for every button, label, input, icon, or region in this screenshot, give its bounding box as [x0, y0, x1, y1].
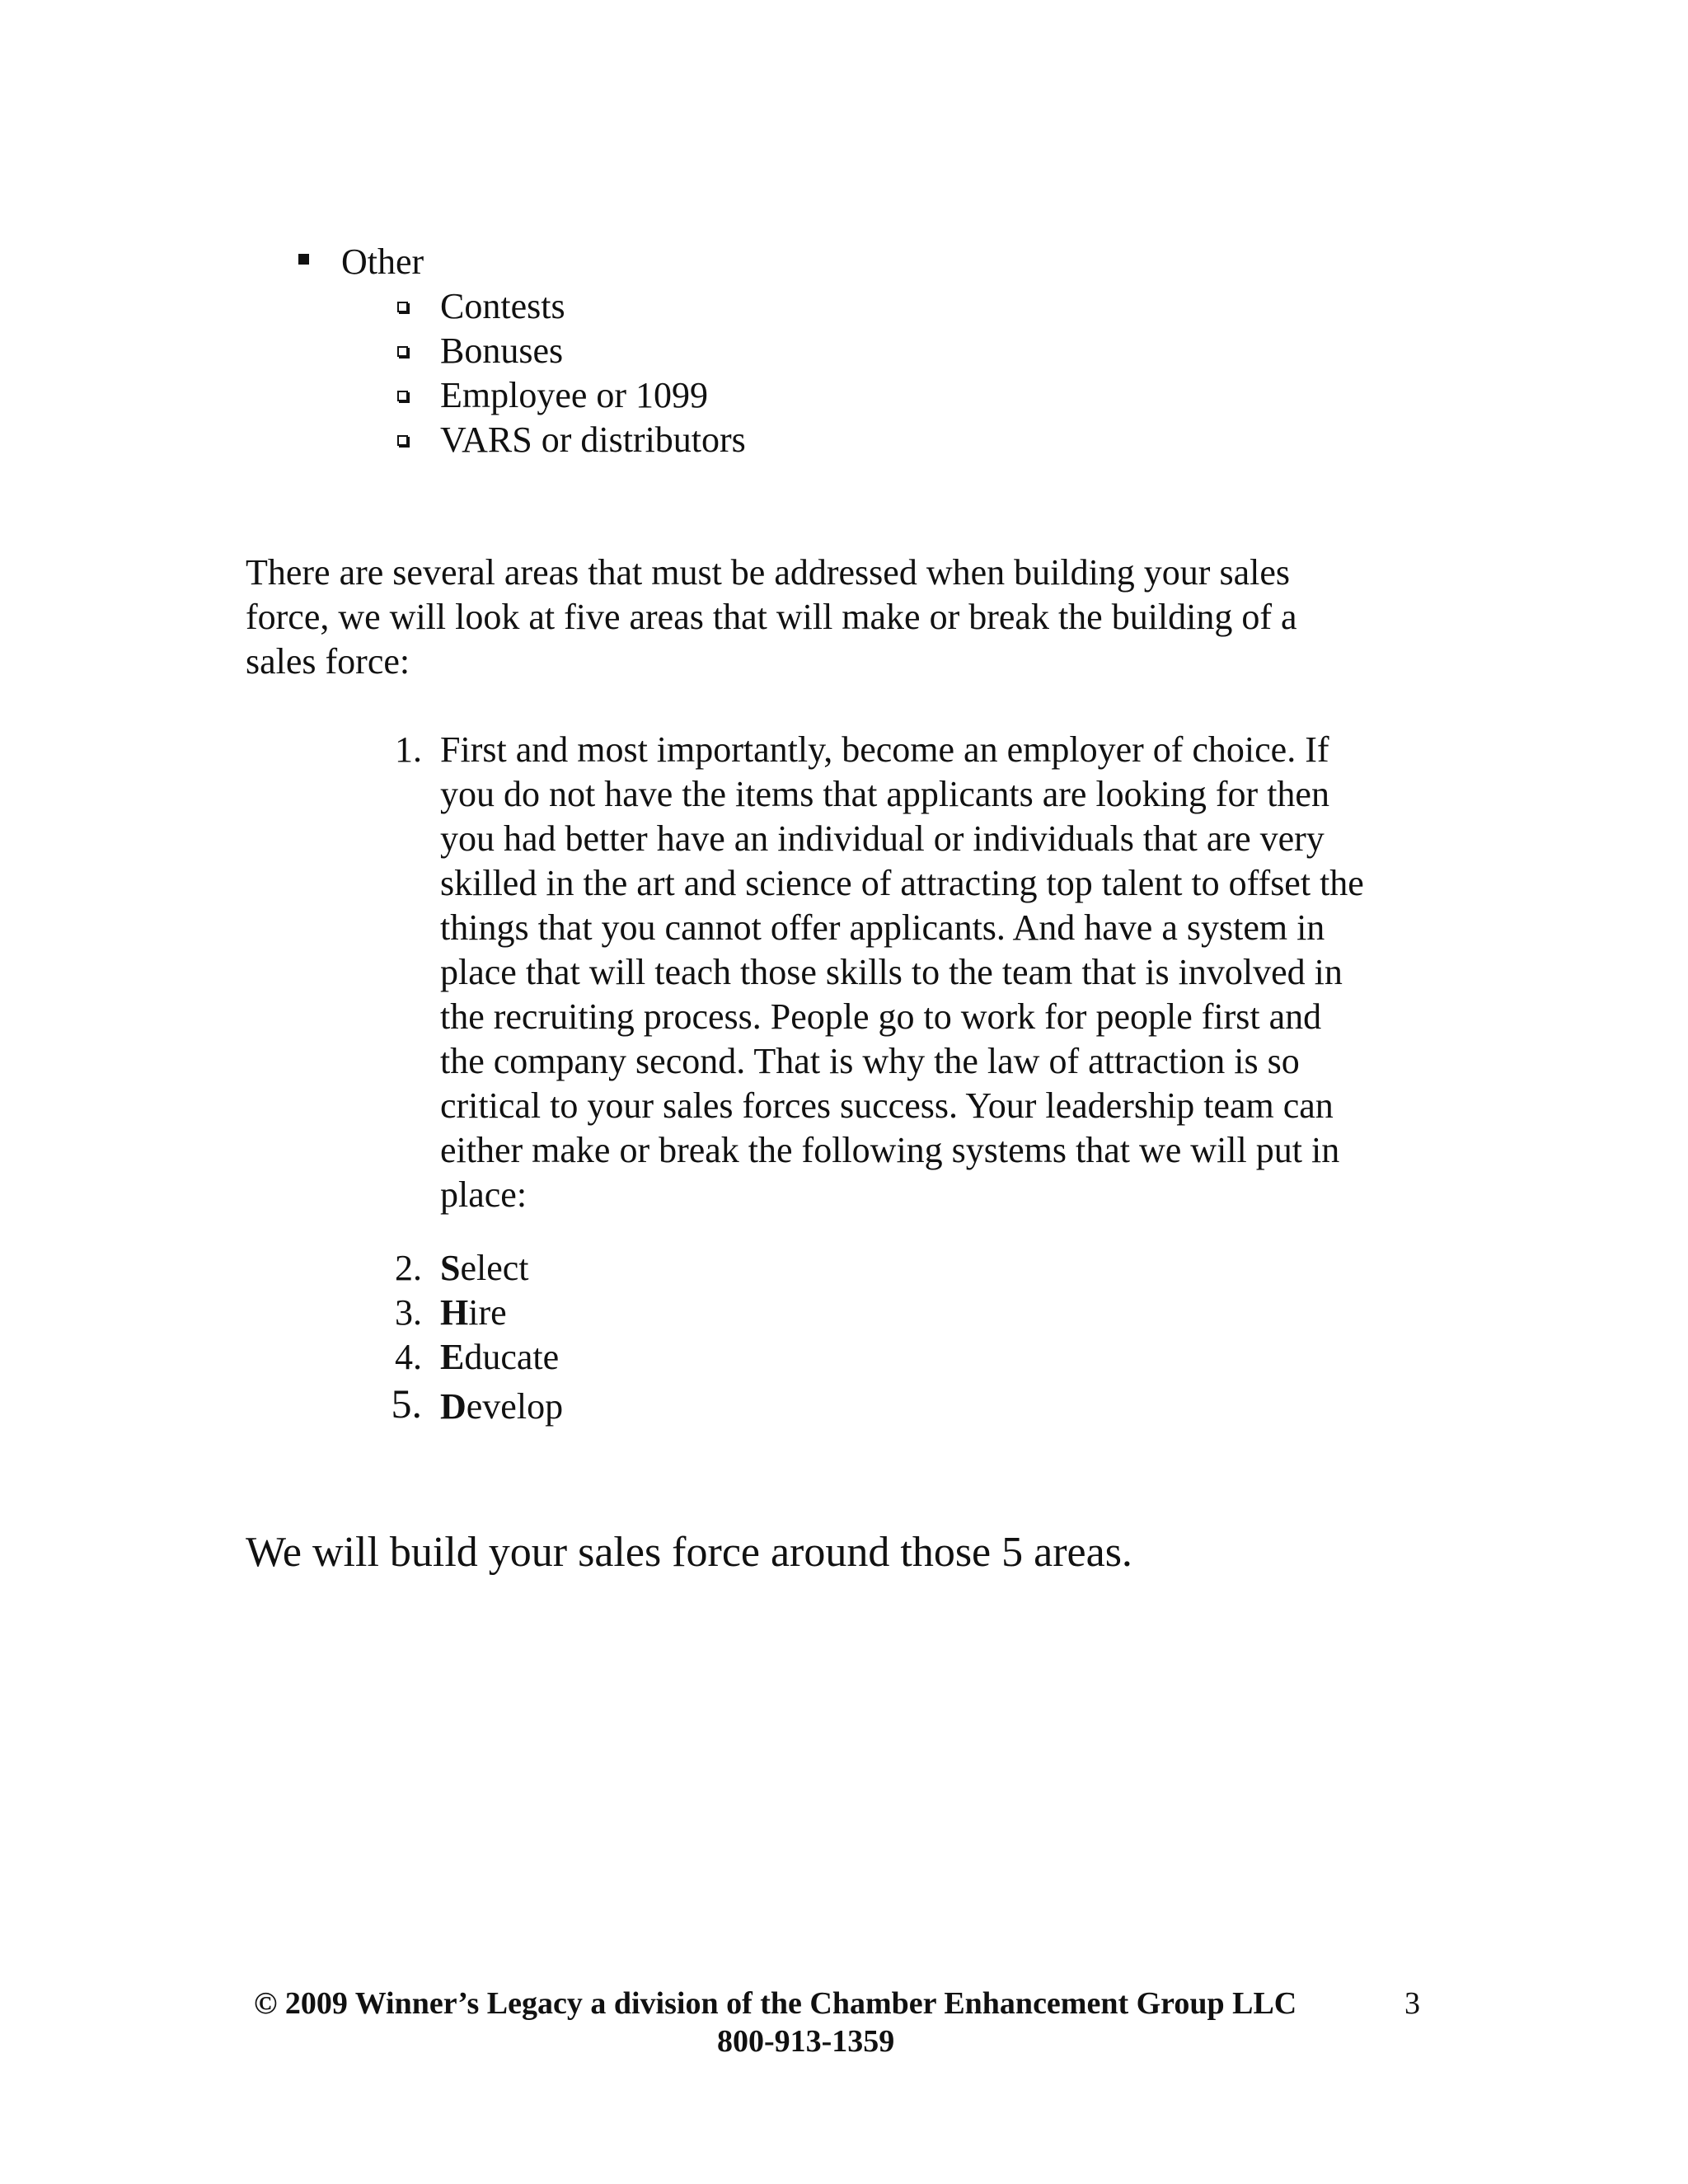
item1-line: either make or break the following systems that we will put in — [440, 1130, 1340, 1170]
checkbox-bullet-icon — [397, 391, 408, 401]
list-item-educate — [440, 1335, 559, 1380]
square-bullet-icon — [298, 254, 309, 265]
intro-line: sales force: — [246, 641, 410, 682]
intro-line: force, we will look at five areas that will make or break the building of a — [246, 597, 1297, 637]
item1-line: place: — [440, 1174, 528, 1215]
item1-line: the recruiting process. People go to work for people first and — [440, 996, 1322, 1037]
item-rest: ire — [468, 1292, 507, 1333]
item1-line: place that will teach those skills to the team that is involved in — [440, 952, 1343, 992]
closing-sentence: We will build your sales force around those 5 areas. — [246, 1529, 1132, 1576]
page-number: 3 — [1404, 1986, 1420, 2021]
item-initial: H — [440, 1292, 469, 1333]
item-initial: S — [440, 1248, 461, 1288]
item-initial: E — [440, 1337, 465, 1377]
list-number: 5. — [391, 1380, 422, 1427]
list-number: 4. — [395, 1337, 422, 1377]
sub-bullet-contests: Contests — [440, 286, 565, 326]
sub-bullet-vars: VARS or distributors — [440, 419, 746, 460]
item-rest: evelop — [466, 1386, 564, 1427]
item-rest: ducate — [464, 1337, 560, 1377]
footer-phone: 800-913-1359 — [717, 2024, 895, 2059]
item-initial: D — [440, 1386, 467, 1427]
intro-line: There are several areas that must be addressed when building your sales — [246, 552, 1290, 593]
footer-copyright: © 2009 Winner’s Legacy a division of the Chamber Enhancement Group LLC — [254, 1986, 1297, 2021]
list-item-develop — [440, 1385, 563, 1429]
list-number: 2. — [395, 1248, 422, 1288]
list-number: 3. — [395, 1292, 422, 1333]
item1-line: you had better have an individual or individuals that are very — [440, 818, 1325, 859]
list-item-select — [440, 1246, 529, 1291]
item1-line: you do not have the items that applicants are looking for then — [440, 774, 1329, 814]
list-number: 1. — [395, 729, 422, 770]
checkbox-bullet-icon — [397, 346, 408, 357]
item1-line: things that you cannot offer applicants. And have a system in — [440, 907, 1325, 948]
checkbox-bullet-icon — [397, 435, 408, 446]
item1-line: critical to your sales forces success. Your leadership team can — [440, 1085, 1334, 1126]
checkbox-bullet-icon — [397, 302, 408, 312]
item1-line: the company second. That is why the law of attraction is so — [440, 1041, 1300, 1081]
sub-bullet-employee: Employee or 1099 — [440, 375, 709, 415]
bullet-other: Other — [341, 241, 424, 282]
item1-line: First and most importantly, become an employer of choice. If — [440, 729, 1329, 770]
item-rest: elect — [460, 1248, 529, 1288]
sub-bullet-bonuses: Bonuses — [440, 330, 564, 371]
item1-line: skilled in the art and science of attracting top talent to offset the — [440, 863, 1364, 903]
list-item-hire — [440, 1291, 507, 1335]
